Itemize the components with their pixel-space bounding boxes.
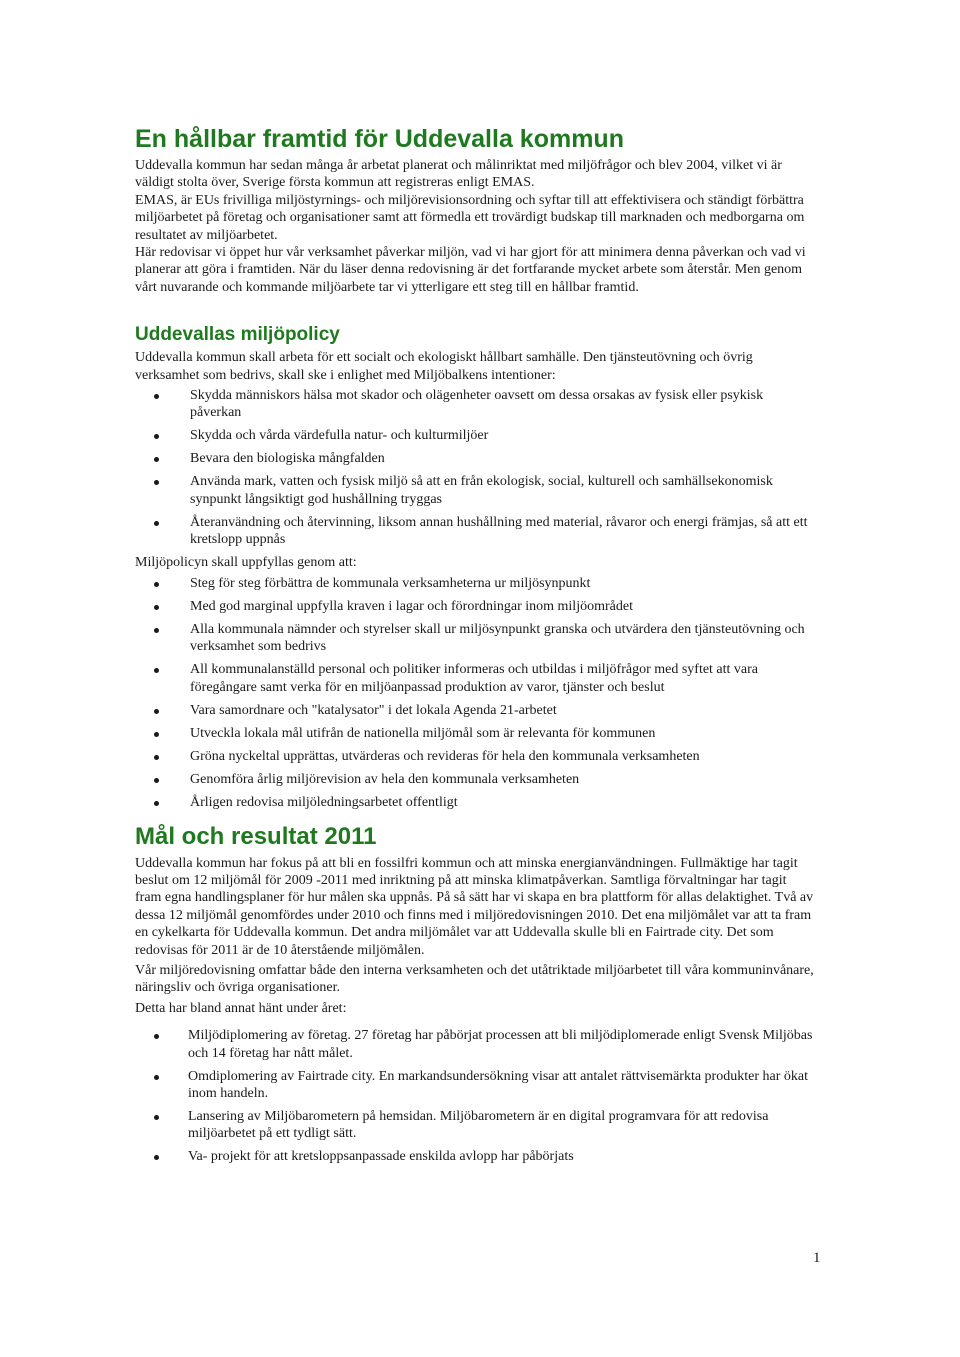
page-number: 1 — [813, 1250, 821, 1266]
bullet-icon — [154, 801, 159, 806]
list-item: All kommunalanställd personal och politiker informeras och utbildas i miljöfrågor med syftet att vara föregångare samt verka för en miljöanpassad produktion av varor, tjänster och beslut — [135, 661, 815, 696]
bullet-icon — [154, 480, 159, 485]
events-intro: Detta har bland annat hänt under året: — [135, 1000, 347, 1016]
bullet-icon — [154, 1075, 159, 1080]
bullet-icon — [154, 394, 159, 399]
list-item: Skydda och vårda värdefulla natur- och kulturmiljöer — [135, 427, 815, 444]
list-item: Omdiplomering av Fairtrade city. En markandsundersökning visar att antalet rättvisemärkta produkter har ökat inom handeln. — [135, 1068, 815, 1103]
bullet-icon — [154, 605, 159, 610]
main-heading: En hållbar framtid för Uddevalla kommun — [135, 125, 624, 153]
bullet-icon — [154, 582, 159, 587]
list-item: Vara samordnare och "katalysator" i det lokala Agenda 21-arbetet — [135, 702, 815, 719]
bullet-icon — [154, 778, 159, 783]
reporting-paragraph: Här redovisar vi öppet hur vår verksamhet påverkar miljön, vad vi har gjort för att minimera denna påverkan och vad vi planerar att göra i framtiden. När du läser denna redovisning är det fortfarande mycket arbete som återstår. Men genom vårt nuvarande och kommande miljöarbete tar vi ytterligare ett steg till en hållbar framtid. — [135, 245, 806, 295]
list-item: Lansering av Miljöbarometern på hemsidan. Miljöbarometern är en digital programvara för att redovisa miljöarbetet på ett tydligt sätt. — [135, 1108, 815, 1143]
events-list — [135, 1027, 815, 1166]
page-content — [135, 122, 815, 1171]
policy-heading: Uddevallas miljöpolicy — [135, 324, 340, 346]
list-item: Utveckla lokala mål utifrån de nationella miljömål som är relevanta för kommunen — [135, 725, 815, 742]
emas-paragraph: EMAS, är EUs frivilliga miljöstyrnings- och miljörevisionsordning och syftar till att effektivisera och ständigt förbättra miljöarbetet på företag och organisationer samt att förmedla ett trovärdigt budskap till marknaden och medborgarna om resultatet av miljöarbetet. — [135, 192, 805, 243]
list-item: Genomföra årlig miljörevision av hela den kommunala verksamheten — [135, 771, 815, 788]
list-item: Med god marginal uppfylla kraven i lagar och förordningar inom miljöområdet — [135, 598, 815, 615]
bullet-icon — [154, 755, 159, 760]
bullet-icon — [154, 668, 159, 673]
list-item: Alla kommunala nämnder och styrelser skall ur miljösynpunkt granska och utvärdera den tjänsteutövning och verksamhet som bedrivs — [135, 621, 815, 656]
list-item: Årligen redovisa miljöledningsarbetet offentligt — [135, 794, 815, 811]
bullet-icon — [154, 1115, 159, 1120]
policy-actions-list — [135, 575, 815, 811]
intro-paragraph: Uddevalla kommun har sedan många år arbetat planerat och målinriktat med miljöfrågor och blev 2004, vilket vi är väldigt stolta över, Sverige första kommun att registreras enligt EMAS. — [135, 158, 782, 191]
bullet-icon — [154, 434, 159, 439]
list-item: Steg för steg förbättra de kommunala verksamheterna ur miljösynpunkt — [135, 575, 815, 592]
policy-fulfilment-intro: Miljöpolicyn skall uppfyllas genom att: — [135, 555, 357, 571]
results-paragraph: Uddevalla kommun har fokus på att bli en fossilfri kommun och att minska energianvändningen. Fullmäktige har tagit beslut om 12 miljömål för 2009 -2011 med inriktning på att minska klimatpåverkan. Samtliga förvaltningar har tagit fram egna handlingsplaner för hur målen ska uppnås. På så sätt har vi skapa en bra plattform för allas delaktighet. Två av dessa 12 miljömål genomfördes under 2010 och finns med i miljöredovisningen 2010. Det ena miljömålet var att ta fram en cykelkarta för Uddevalla kommun. Det andra miljömålet var att Uddevalla skulle bli en Fairtrade city. Det som redovisas för 2011 är de 10 återstående miljömålen. — [135, 855, 814, 958]
bullet-icon — [154, 709, 159, 714]
bullet-icon — [154, 457, 159, 462]
bullet-icon — [154, 1155, 159, 1160]
bullet-icon — [154, 628, 159, 633]
bullet-icon — [154, 521, 159, 526]
policy-intro: Uddevalla kommun skall arbeta för ett socialt och ekologiskt hållbart samhälle. Den tjänsteutövning och övrig verksamhet som bedrivs, skall ske i enlighet med Miljöbalkens intentioner: — [135, 350, 753, 383]
bullet-icon — [154, 732, 159, 737]
list-item: Va- projekt för att kretsloppsanpassade enskilda avlopp har påbörjats — [135, 1148, 815, 1165]
list-item: Återanvändning och återvinning, liksom annan hushållning med material, råvaror och energi främjas, så att ett kretslopp uppnås — [135, 514, 815, 549]
list-item: Miljödiplomering av företag. 27 företag har påbörjat processen att bli miljödiplomerade enligt Svensk Miljöbas och 14 företag har nått målet. — [135, 1027, 815, 1062]
list-item: Gröna nyckeltal upprättas, utvärderas och revideras för hela den kommunala verksamheten — [135, 748, 815, 765]
list-item: Bevara den biologiska mångfalden — [135, 450, 815, 467]
bullet-icon — [154, 1034, 159, 1039]
scope-paragraph: Vår miljöredovisning omfattar både den interna verksamheten och det utåtriktade miljöarbetet till våra kommuninvånare, näringsliv och övriga organisationer. — [135, 962, 814, 996]
list-item: Använda mark, vatten och fysisk miljö så att en från ekologisk, social, kulturell och samhällsekonomisk synpunkt långsiktigt god hushållning tryggas — [135, 473, 815, 508]
results-heading: Mål och resultat 2011 — [135, 822, 377, 850]
list-item: Skydda människors hälsa mot skador och olägenheter oavsett om dessa orsakas av fysisk eller psykisk påverkan — [135, 387, 815, 422]
policy-intentions-list — [135, 387, 815, 549]
